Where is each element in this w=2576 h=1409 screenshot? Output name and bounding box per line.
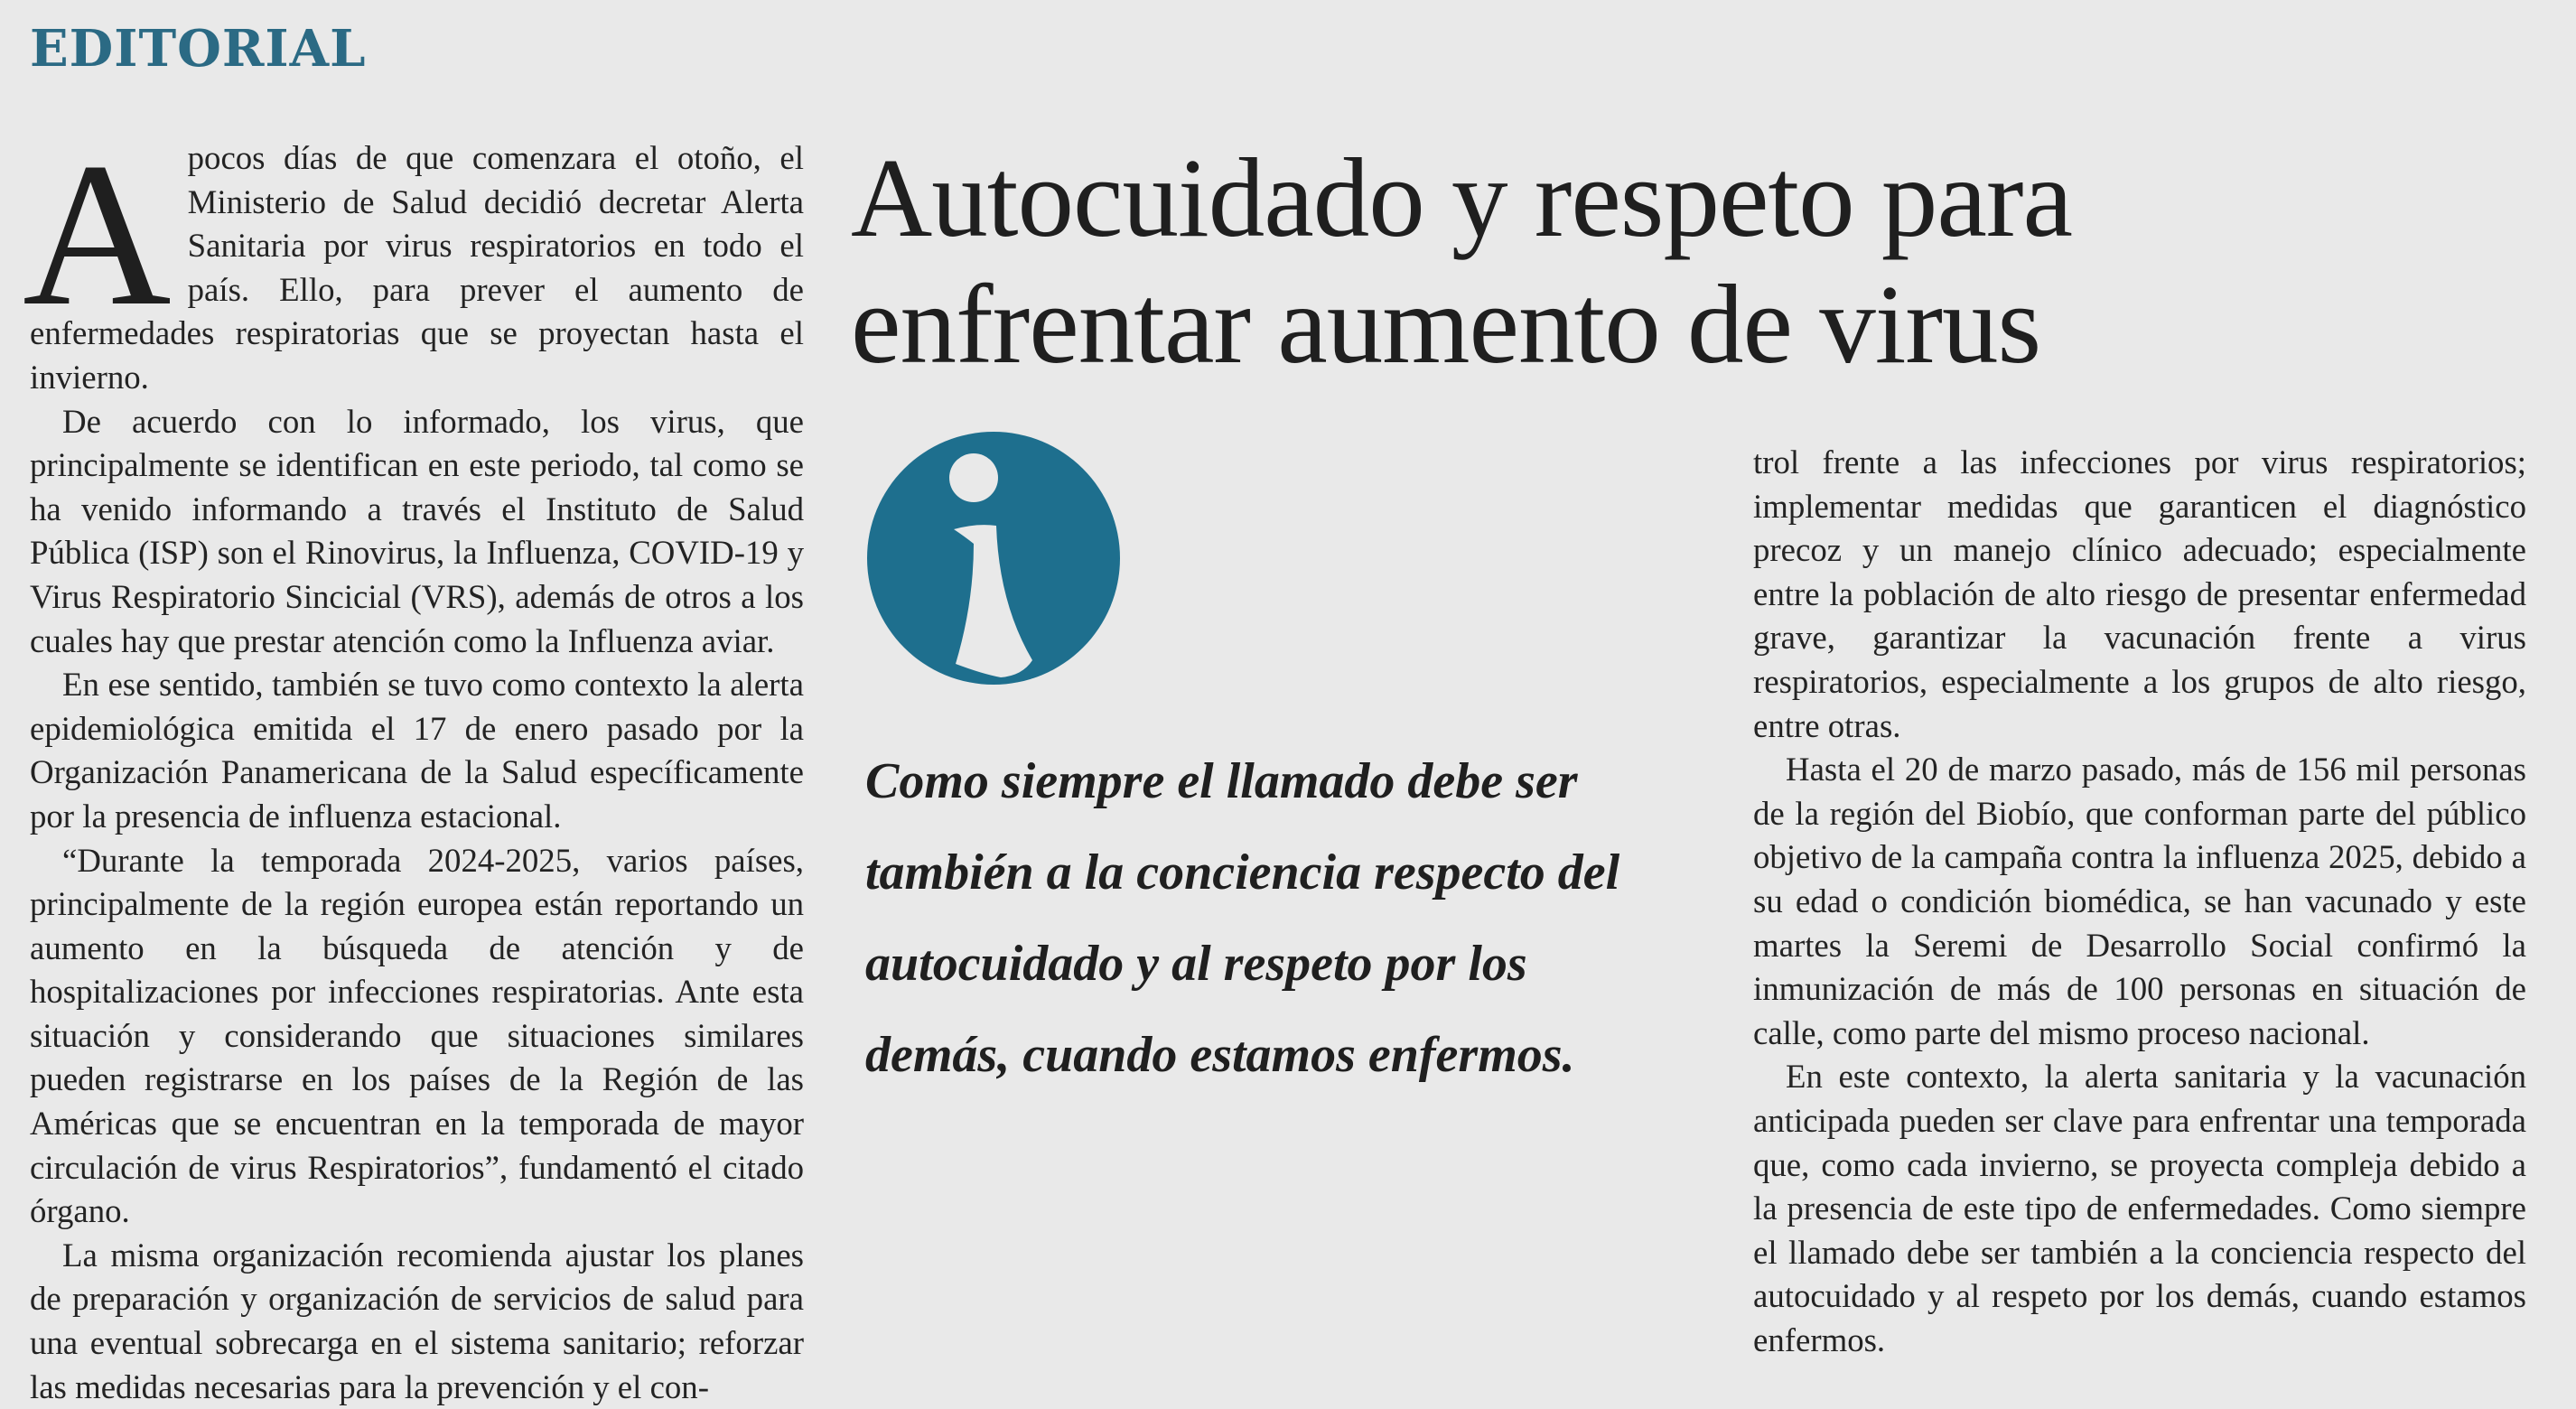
article-paragraph: En este contexto, la alerta sanitaria y la vacunación anticipada pueden ser clave para enfrentar una temporada que, como cada invierno, se proyecta compleja debido a la presencia de este tipo de enfermedades. Como siempre el llamado debe ser también a la conciencia respecto del autocuidado y al respeto por los demás, cuando estamos enfermos. [1753, 1058, 2526, 1358]
info-icon-dot [949, 453, 998, 502]
article-column-left [23, 121, 804, 1409]
pull-quote: Como siempre el llamado debe ser también a la conciencia respecto del autocuidado y al respeto por los demás, cuando estamos enfermos. [865, 753, 1620, 1083]
article-paragraph: En ese sentido, también se tuvo como contexto la alerta epidemiológica emitida el 17 de enero pasado por la Organización Panamericana de la Salud específicamente por la presencia de influenza estacional. [30, 666, 804, 835]
paragraph-text: pocos días de que comenzara el otoño, el Ministerio de Salud decidió decretar Alerta Sanitaria por virus respiratorios en todo el país. Ello, para prever el aumento de enfermedades respiratorias que se proyectan hasta el invierno. [30, 139, 804, 396]
article-paragraph: Hasta el 20 de marzo pasado, más de 156 mil personas de la región del Biobío, que conforman parte del público objetivo de la campaña contra la influenza 2025, debido a su edad o condición biomédica, se han vacunado y este martes la Seremi de Desarrollo Social confirmó la inmunización de más de 100 personas en situación de calle, como parte del mismo proceso nacional. [1753, 751, 2526, 1051]
info-icon [867, 432, 1120, 685]
article-paragraph: “Durante la temporada 2024-2025, varios países, principalmente de la región europea están reportando un aumento en la búsqueda de atención y de hospitalizaciones por infecciones respiratorias. Ante esta situación y considerando que situaciones similares pueden registrarse en los países de la Región de las Américas que se encuentran en la temporada de mayor circulación de virus Respiratorios”, fundamentó el citado órgano. [30, 841, 804, 1230]
section-label: EDITORIAL [30, 19, 367, 79]
headline: Autocuidado y respeto para enfrentar aumento de virus [851, 136, 2072, 387]
drop-cap: A [23, 121, 172, 349]
article-column-right [1753, 441, 2526, 1362]
article-paragraph: La misma organización recomienda ajustar los planes de preparación y organización de servicios de salud para una eventual sobrecarga en el sistema sanitario; reforzar las medidas necesarias para la prevención y el con- [30, 1236, 804, 1405]
article-paragraph: trol frente a las infecciones por virus respiratorios; implementar medidas que garanticen el diagnóstico precoz y un manejo clínico adecuado; especialmente entre la población de alto riesgo de presentar enfermedad grave, garantizar la vacunación frente a virus respiratorios, especialmente a los grupos de alto riesgo, entre otras. [1753, 443, 2526, 744]
article-paragraph [23, 121, 804, 400]
article-paragraph: De acuerdo con lo informado, los virus, que principalmente se identifican en este periodo, tal como se ha venido informando a través el Instituto de Salud Pública (ISP) son el Rinovirus, la Influenza, COVID-19 y Virus Respiratorio Sincicial (VRS), además de otros a los cuales hay que prestar atención como la Influenza aviar. [30, 402, 804, 659]
